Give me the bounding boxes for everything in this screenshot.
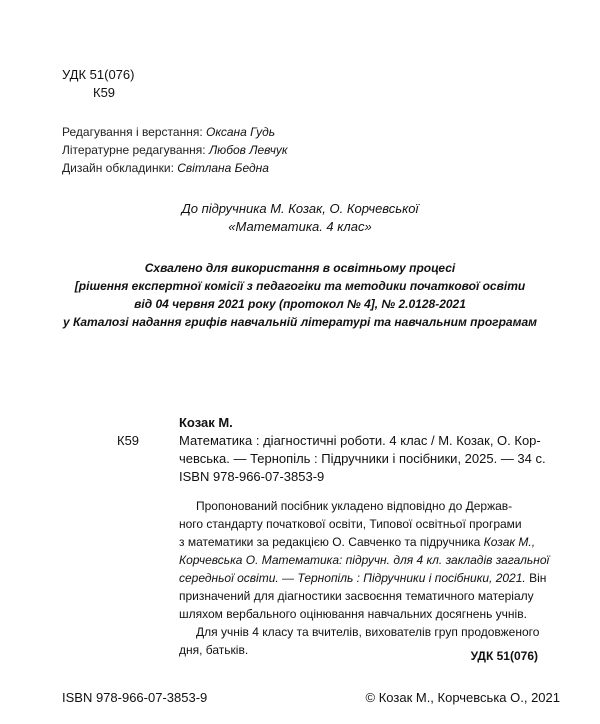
- udk-right: УДК 51(076): [470, 649, 538, 663]
- biblio-line-2: чевська. — Тернопіль : Підручники і посібники, 2025. — 34 с.: [179, 451, 546, 466]
- approval-line-3: від 04 червня 2021 року (протокол № 4], № 2.0128-2021: [134, 297, 466, 311]
- annotation-line: [179, 570, 546, 586]
- annotation-line: Корчевська О. Математика: підручн. для 4 кл. закладів загальної: [179, 553, 550, 567]
- credit-role: Дизайн обкладинки:: [62, 161, 174, 175]
- annotation-ref: середньої освіти. — Тернопіль : Підручники і посібники, 2021.: [179, 571, 526, 585]
- credit-editing: [62, 124, 275, 140]
- companion-line-2: «Математика. 4 клас»: [228, 219, 372, 234]
- library-code: К59: [93, 85, 116, 100]
- annotation-line: [179, 534, 535, 550]
- credit-role: Літературне редагування:: [62, 143, 206, 157]
- annotation-line: ного стандарту початкової освіти, Типової освітньої програми: [179, 517, 522, 531]
- annotation-line: Для учнів 4 класу та вчителів, вихователів груп продовженого: [196, 625, 540, 639]
- approval-line-4: у Каталозі надання грифів навчальній літературі та навчальним програмам: [62, 315, 537, 329]
- annotation-line: Пропонований посібник укладено відповідно до Держав-: [196, 499, 513, 513]
- annotation-ref: Козак М.,: [483, 535, 536, 549]
- biblio-author: Козак М.: [179, 415, 233, 430]
- footer-copyright: © Козак М., Корчевська О., 2021: [365, 690, 560, 705]
- annotation-line: дня, батьків.: [179, 643, 249, 657]
- credit-cover-design: [62, 160, 269, 176]
- credit-person: Любов Левчук: [208, 143, 288, 157]
- approval-line-1: Схвалено для використання в освітньому процесі: [144, 261, 456, 275]
- biblio-library-code: К59: [117, 433, 140, 448]
- udk-code: УДК 51(076): [62, 67, 135, 82]
- footer-isbn: ISBN 978-966-07-3853-9: [62, 690, 208, 705]
- biblio-line-1: Математика : діагностичні роботи. 4 клас / М. Козак, О. Кор-: [179, 433, 541, 448]
- annotation-line: шляхом вербального оцінювання навчальних досягнень учнів.: [179, 607, 527, 621]
- credit-literary-editing: [62, 142, 288, 158]
- annotation-text: з математики за редакцією О. Савченко та підручника: [179, 535, 484, 549]
- biblio-isbn: ISBN 978-966-07-3853-9: [179, 469, 325, 484]
- annotation-line: призначений для діагностики засвоєння тематичного матеріалу: [179, 589, 534, 603]
- credit-role: Редагування і верстання:: [62, 125, 203, 139]
- companion-line-1: До підручника М. Козак, О. Корчевської: [181, 201, 419, 216]
- credit-person: Світлана Бедна: [177, 161, 269, 175]
- annotation-text: Він: [525, 571, 547, 585]
- credit-person: Оксана Гудь: [206, 125, 276, 139]
- approval-line-2: [рішення експертної комісії з педагогіки та методики початкової освіти: [74, 279, 526, 293]
